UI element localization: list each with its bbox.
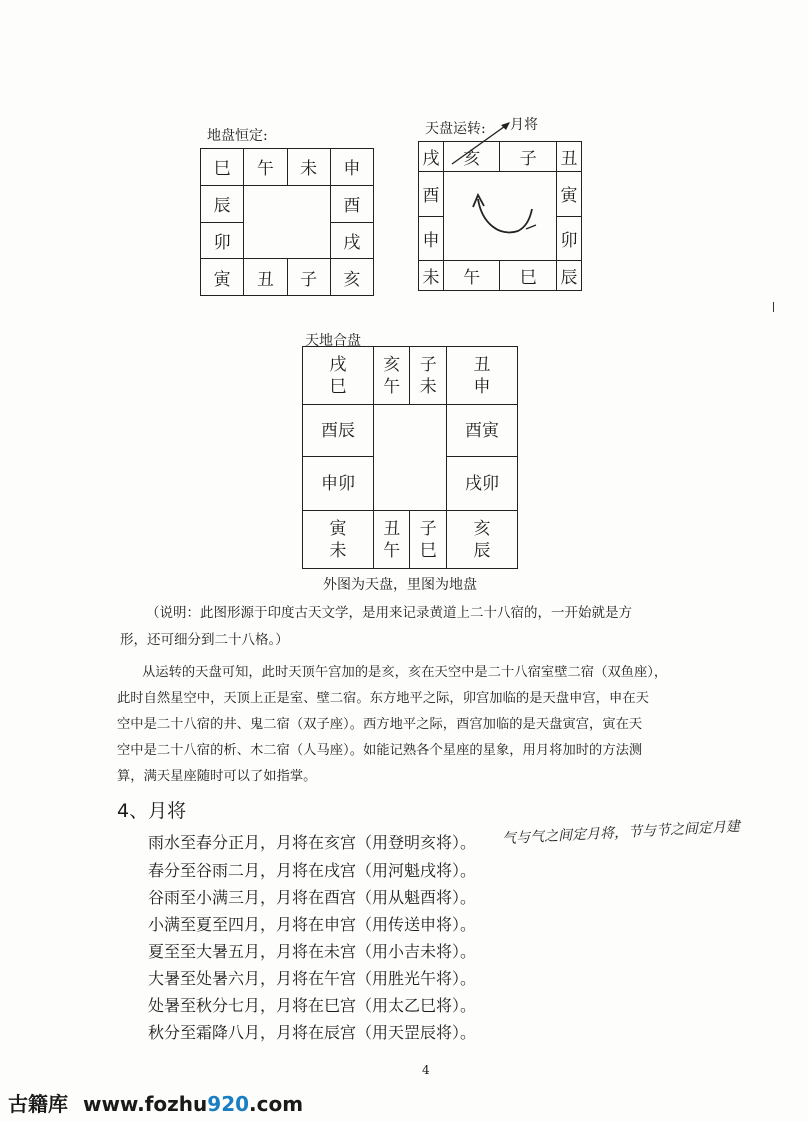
heaven-cell: 寅 — [556, 172, 581, 216]
combined-center — [373, 405, 446, 511]
url-accent: 920 — [207, 1092, 250, 1116]
combined-cell — [303, 347, 374, 405]
earth-sign: 未 — [329, 540, 347, 561]
month-general-item: 春分至谷雨二月，月将在戌宫（用河魁戌将）。 — [148, 861, 477, 880]
heaven-cell: 子 — [500, 142, 556, 172]
earth-cell: 亥 — [330, 259, 373, 296]
combined-cell — [410, 347, 447, 405]
site-watermark — [8, 1088, 303, 1117]
earth-sign: 巳 — [419, 540, 437, 561]
body-line: 从运转的天盘可知，此时天顶午宫加的是亥，亥在天空中是二十八宿室壁二宿（双鱼座）， — [142, 665, 668, 680]
heaven-sign: 丑 — [473, 354, 491, 375]
month-general-item: 小满至夏至四月，月将在申宫（用传送申将）。 — [148, 915, 477, 934]
site-url — [83, 1092, 303, 1116]
scan-mark — [773, 302, 774, 312]
heaven-center — [444, 172, 557, 260]
heaven-sign: 亥 — [383, 354, 401, 375]
earth-sign: 辰 — [473, 540, 491, 561]
heaven-sign: 子 — [419, 354, 437, 375]
body-line: 空中是二十八宿的析、木二宿（人马座）。如能记熟各个星座的星象，用月将加时的方法测 — [117, 743, 643, 758]
body-line: 空中是二十八宿的井、鬼二宿（双子座）。西方地平之际，酉宫加临的是天盘寅宫，寅在天 — [117, 717, 643, 732]
combined-cell — [373, 511, 410, 569]
heaven-cell: 辰 — [556, 260, 581, 290]
earth-cell: 酉 — [330, 185, 373, 222]
earth-cell: 丑 — [244, 259, 287, 296]
earth-cell: 卯 — [201, 222, 244, 259]
heaven-plate-grid — [418, 141, 582, 291]
combined-cell: 戌卯 — [446, 457, 517, 511]
earth-cell: 戌 — [330, 222, 373, 259]
month-general-item: 处暑至秋分七月，月将在巳宫（用太乙巳将）。 — [148, 996, 477, 1015]
page-number: 4 — [422, 1063, 430, 1077]
earth-cell: 巳 — [201, 149, 244, 186]
earth-cell: 申 — [330, 149, 373, 186]
month-general-item: 谷雨至小满三月，月将在酉宫（用从魁酉将）。 — [148, 888, 477, 907]
combined-plate-title: 天地合盘 — [305, 333, 361, 349]
earth-cell: 未 — [287, 149, 330, 186]
heaven-cell: 申 — [419, 216, 444, 260]
note-line: 形，还可细分到二十八格。） — [120, 632, 289, 648]
earth-sign: 午 — [383, 376, 401, 397]
heaven-cell: 丑 — [556, 142, 581, 172]
note-line: （说明：此图形源于印度古天文学，是用来记录黄道上二十八宿的，一开始就是方 — [146, 605, 632, 621]
section-heading: 4、月将 — [117, 800, 187, 822]
combined-caption: 外图为天盘，里图为地盘 — [323, 577, 477, 593]
heaven-cell: 亥 — [444, 142, 500, 172]
month-general-item: 雨水至春分正月，月将在亥宫（用登明亥将）。 — [148, 833, 477, 852]
combined-cell: 酉辰 — [303, 405, 374, 457]
combined-plate-grid — [302, 346, 518, 569]
site-name: 古籍库 — [8, 1092, 68, 1116]
heaven-sign: 亥 — [473, 518, 491, 539]
earth-sign: 午 — [383, 540, 401, 561]
combined-cell — [373, 347, 410, 405]
month-general-item: 秋分至霜降八月，月将在辰宫（用天罡辰将）。 — [148, 1023, 477, 1042]
heaven-cell: 戌 — [419, 142, 444, 172]
earth-sign: 巳 — [329, 376, 347, 397]
combined-cell — [446, 347, 517, 405]
earth-sign: 未 — [419, 376, 437, 397]
earth-center — [244, 185, 331, 259]
heaven-cell: 酉 — [419, 172, 444, 216]
combined-cell: 酉寅 — [446, 405, 517, 457]
month-general-item: 夏至至大暑五月，月将在未宫（用小吉未将）。 — [148, 942, 477, 961]
earth-cell: 午 — [244, 149, 287, 186]
earth-plate-grid — [200, 148, 374, 296]
heaven-sign: 丑 — [383, 518, 401, 539]
handwritten-note: 气与气之间定月将，节与节之间定月建 — [501, 818, 741, 848]
combined-cell — [303, 511, 374, 569]
heaven-plate-title: 天盘运转: — [425, 121, 486, 137]
heaven-sign: 戌 — [329, 354, 347, 375]
combined-cell: 申卯 — [303, 457, 374, 511]
earth-cell: 寅 — [201, 259, 244, 296]
rotation-arrow-icon — [460, 179, 540, 249]
heaven-cell: 卯 — [556, 216, 581, 260]
body-line: 此时自然星空中，天顶上正是室、壁二宿。东方地平之际，卯宫加临的是天盘申宫，申在天 — [117, 691, 649, 706]
combined-cell — [410, 511, 447, 569]
earth-sign: 申 — [473, 376, 491, 397]
url-prefix: www.fozhu — [82, 1092, 208, 1116]
heaven-sign: 寅 — [329, 518, 347, 539]
month-general-item: 大暑至处暑六月，月将在午宫（用胜光午将）。 — [148, 969, 477, 988]
earth-plate-title: 地盘恒定: — [207, 128, 268, 144]
earth-cell: 子 — [287, 259, 330, 296]
heaven-cell: 巳 — [500, 260, 556, 290]
url-suffix: .com — [249, 1092, 304, 1116]
body-line: 算，满天星座随时可以了如指掌。 — [117, 769, 317, 784]
combined-cell — [446, 511, 517, 569]
heaven-arrow-label: 月将 — [510, 117, 538, 133]
heaven-cell: 午 — [444, 260, 500, 290]
heaven-sign: 子 — [419, 518, 437, 539]
heaven-cell: 未 — [419, 260, 444, 290]
earth-cell: 辰 — [201, 185, 244, 222]
